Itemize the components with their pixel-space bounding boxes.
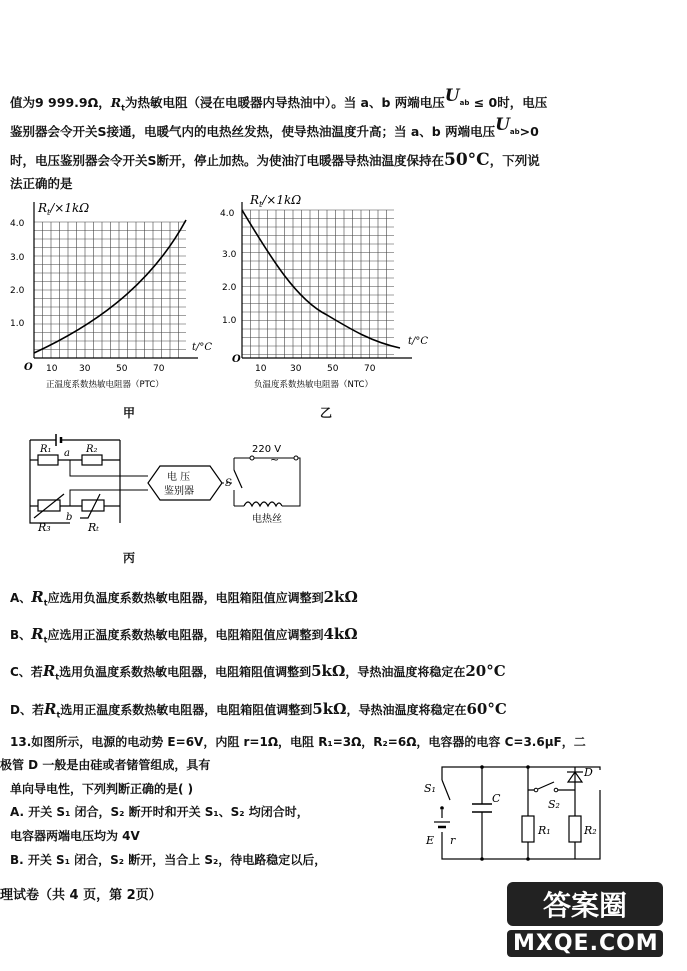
option-c: C、若$R_t$选用负温度系数热敏电阻器，电阻箱阻值调整到5kΩ，导热油温度将稳定在20°C [10,662,506,682]
heater-coil [244,502,282,506]
question-text-line-2: 鉴别器会令开关S接通，电暖气内的电热丝发热，使导热油温度升高；当 a、b 两端电压$U_{ab}>0$ [10,115,539,139]
ptc-graph [8,190,213,400]
q13-line-2: 极管 D 一般是由硅或者锗管组成，具有 [0,758,211,772]
q13-r1 [522,816,534,842]
ntc-ytick-4: 4.0 [220,209,235,219]
ac-symbol: ~ [270,453,280,466]
watermark-logo: 答案圈 MXQE.COM [507,882,667,962]
ntc-xtick-30: 30 [290,364,302,374]
ntc-ytick-2: 2.0 [222,283,237,293]
ntc-graph [222,190,442,400]
ptc-xtick-50: 50 [116,364,128,374]
ptc-ytick-2: 2.0 [10,286,25,296]
ptc-ytick-1: 1.0 [10,319,25,329]
r1-label-q13: R₁ [538,824,551,837]
q13-r2 [569,816,581,842]
ntc-curve [242,210,400,348]
ptc-caption: 正温度系数热敏电阻器（PTC） [46,380,164,390]
label-bing: 丙 [123,551,136,565]
ntc-xtick-70: 70 [364,364,376,374]
ptc-origin: O [24,362,33,373]
r1-resistor [38,455,58,465]
ptc-xlabel: t/°C [192,342,213,353]
ntc-ytick-1: 1.0 [222,316,237,326]
detector-label-2: 鉴别器 [164,486,194,497]
rt-resistor [82,500,104,511]
ntc-caption: 负温度系数热敏电阻器（NTC） [254,380,373,390]
r1-label: R₁ [40,444,52,455]
switch-s-label: S [225,478,232,489]
ptc-ytick-3: 3.0 [10,253,25,263]
ptc-xtick-10: 10 [46,364,58,374]
rt-label: Rₜ [88,521,99,534]
heater-circuit [20,428,310,548]
s1-label: S₁ [424,782,436,795]
s2-label: S₂ [548,798,560,811]
ntc-xlabel: t/°C [408,336,429,347]
option-d: D、若$R_t$选用正温度系数热敏电阻器，电阻箱阻值调整到5kΩ，导热油温度将稳定在60°C [10,700,507,720]
node-b-label: b [66,512,73,523]
r2-resistor [82,455,102,465]
ptc-xtick-30: 30 [79,364,91,374]
ptc-curve [34,220,186,353]
r2-label-q13: R₂ [584,824,597,837]
r-label: r [450,834,456,847]
heater-label: 电热丝 [252,514,282,525]
ntc-xtick-10: 10 [255,364,267,374]
d-label: D [584,766,593,779]
e-label: E [426,834,435,847]
label-yi: 乙 [320,406,333,420]
ntc-grid [242,210,394,358]
node-a-label: a [64,448,70,459]
c-label: C [492,792,501,805]
q13-option-b-1: B. 开关 S₁ 闭合，S₂ 断开，当合上 S₂，待电路稳定以后， [10,853,327,867]
q13-line-1: 13.如图所示，电源的电动势 E=6V，内阻 r=1Ω，电阻 R₁=3Ω，R₂=6Ω，电容器的电容 C=3.6μF，二 [10,735,586,749]
detector-label-1: 电 压 [167,472,191,483]
question-text-line-3: 时，电压鉴别器会令开关S断开，停止加热。为使油汀电暖器导热油温度保持在50°C，下列说 [10,150,540,170]
ptc-xtick-70: 70 [153,364,165,374]
option-b: B、$R_t$应选用正温度系数热敏电阻器，电阻箱阻值应调整到4kΩ [10,625,358,645]
label-jia: 甲 [123,406,136,420]
r3-label: R₃ [38,521,51,534]
ntc-ylabel: $R_t/\times 1k\Omega$ [250,193,302,209]
voltage-220-label: 220 V [252,444,282,455]
q13-option-a-2: 电容器两端电压均为 4V [10,829,140,843]
q13-line-3: 单向导电性，下列判断正确的是( ) [10,782,194,796]
r2-label: R₂ [86,444,98,455]
ntc-ytick-3: 3.0 [222,250,237,260]
question-text-line-1: 值为9 999.9Ω，$R_t$为热敏电阻（浸在电暖器内导热油中）。当 a、b 两端电压$U_{ab} \le 0$时，电压 [10,86,548,113]
ntc-origin: O [232,354,241,365]
q13-option-a-1: A. 开关 S₁ 闭合，S₂ 断开时和开关 S₁、S₂ 均闭合时， [10,805,309,819]
option-a: A、$R_t$应选用负温度系数热敏电阻器，电阻箱阻值应调整到2kΩ [10,588,358,608]
ntc-xtick-50: 50 [327,364,339,374]
ptc-grid [34,222,186,358]
question-text-line-4: 法正确的是 [10,176,73,191]
q13-circuit [420,760,610,865]
ptc-ylabel: $R_t/\times 1k\Omega$ [38,201,90,217]
page-footer: 理试卷（共 4 页，第 2页） [0,888,162,903]
ptc-ytick-4: 4.0 [10,219,25,229]
